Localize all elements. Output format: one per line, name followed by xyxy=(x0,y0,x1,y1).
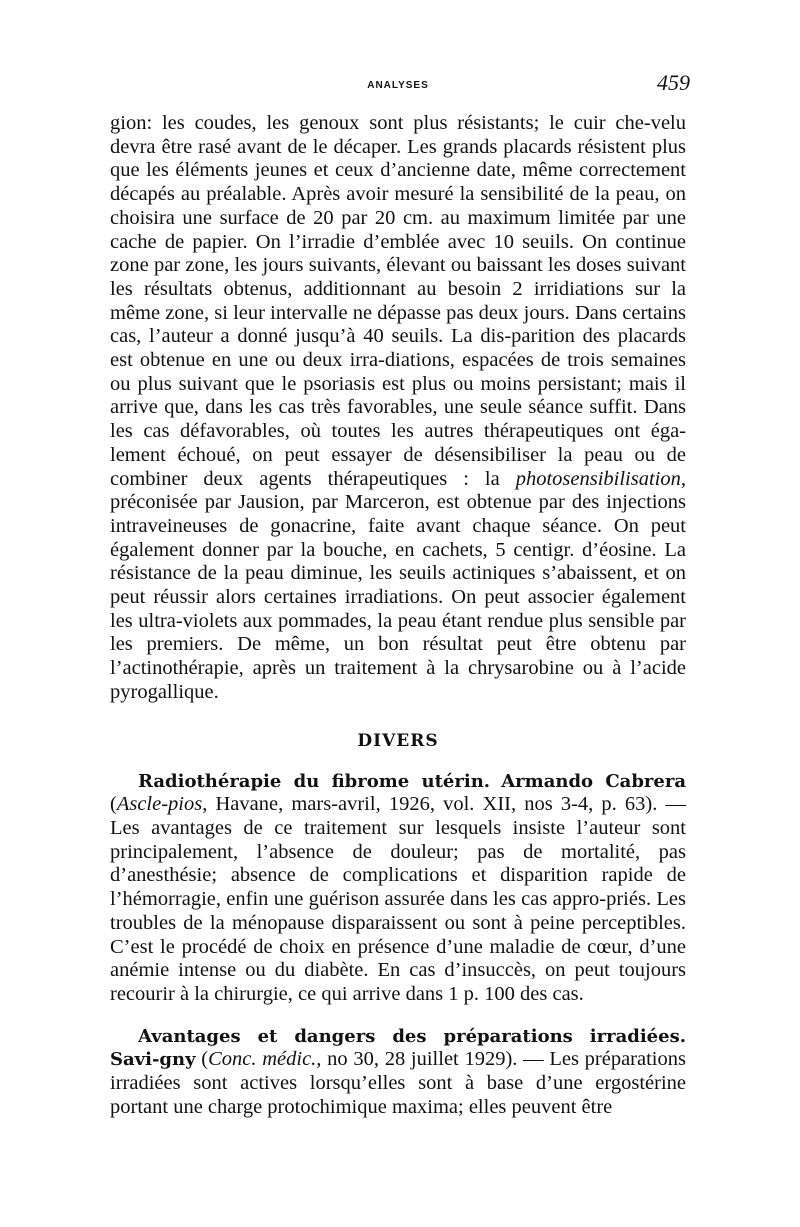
entry-source-open: ( xyxy=(195,1048,209,1071)
body-text: gion: les coudes, les genoux sont plus résistants; le cuir che-velu devra être rasé avant de le décaper. Les grands placards résistent plus que les éléments jeunes et ceux d’ancienne date, même correctement décapés au préalable. Après avoir mesuré la sensibilité de la peau, on choisira une surface de 20 par 20 cm. au maximum limitée par une cache de papier. On l’irradie d’emblée avec 10 seuils. On continue zone par zone, les jours suivants, élevant ou baissant les doses suivant les résultats obtenus, additionnant au besoin 2 irridiations sur la même zone, si leur intervalle ne dépasse pas deux jours. Dans certains cas, l’auteur a donné jusqu’à 40 seuils. La dis-parition des placards est obtenue en une ou deux irra-diations, espacées de trois semaines ou plus suivant que le psoriasis est plus ou moins persistant; mais il arrive que, dans les cas très favorables, une seule séance suffit. Dans les cas défavorables, où toutes les autres thérapeutiques ont éga-lement échoué, on peut essayer de désensibiliser la peau ou de combiner deux agents thérapeutiques : la xyxy=(110,112,686,490)
entry-title: Radiothérapie du fibrome utérin. xyxy=(138,770,491,792)
entry-source-open: ( xyxy=(110,793,117,816)
entry-source: Conc. médic., xyxy=(208,1048,322,1071)
abstract-entry xyxy=(110,1025,686,1120)
entry-text: Havane, mars-avril, 1926, vol. XII, nos 3-4, p. 63). — Les avantages de ce traitement sur lesquels insiste l’auteur sont principalement, l’absence de douleur; pas de mortalité, pas d’anesthésie; absence de complications et disparition rapide de l’hémorragie, enfin une guérison assurée dans les cas appro-priés. Les troubles de la ménopause disparaissent ou sont à peine perceptibles. C’est le procédé de choix en présence d’une maladie de cœur, d’une anémie intense ou du diabète. En cas d’insuccès, on peut toujours recourir à la chirurgie, ce qui arrive dans 1 p. 100 des cas. xyxy=(110,793,686,1005)
entry-text: no 30, 28 juillet 1929). — Les préparations irradiées sont actives lorsqu’elles sont à base d’une ergostérine portant une charge protochimique maxima; elles peuvent être xyxy=(110,1048,686,1118)
body-text-continued: préconisée par Jausion, par Marceron, est obtenue par des injections intraveineuses de gonacrine, faite avant chaque séance. On peut également donner par la bouche, en cachets, 5 centigr. d’éosine. La résistance de la peau diminue, les seuils actiniques s’abaissent, et on peut réussir alors certaines irradiations. On peut associer également les ultra-violets aux pommades, la peau étant rendue plus sensible par les premiers. De même, un bon résultat peut être obtenu par l’actinothérapie, après un traitement à la chrysarobine ou à l’acide pyrogallique. xyxy=(110,491,686,703)
entry-source: Ascle-pios, xyxy=(116,793,208,816)
entry-title: Avantages et dangers des préparations irradiées. xyxy=(138,1025,686,1047)
running-header xyxy=(110,70,690,100)
page-number: 459 xyxy=(657,70,690,95)
body-paragraph xyxy=(110,112,686,705)
section-heading: DIVERS xyxy=(357,730,439,751)
body-italic-term: photosensibilisation, xyxy=(515,467,686,490)
entry-author: Armando Cabrera xyxy=(501,770,686,792)
running-title: ANALYSES xyxy=(367,80,429,91)
abstract-entry xyxy=(110,770,686,1007)
page xyxy=(110,70,690,1162)
entry-author: Savi-gny xyxy=(110,1049,196,1071)
